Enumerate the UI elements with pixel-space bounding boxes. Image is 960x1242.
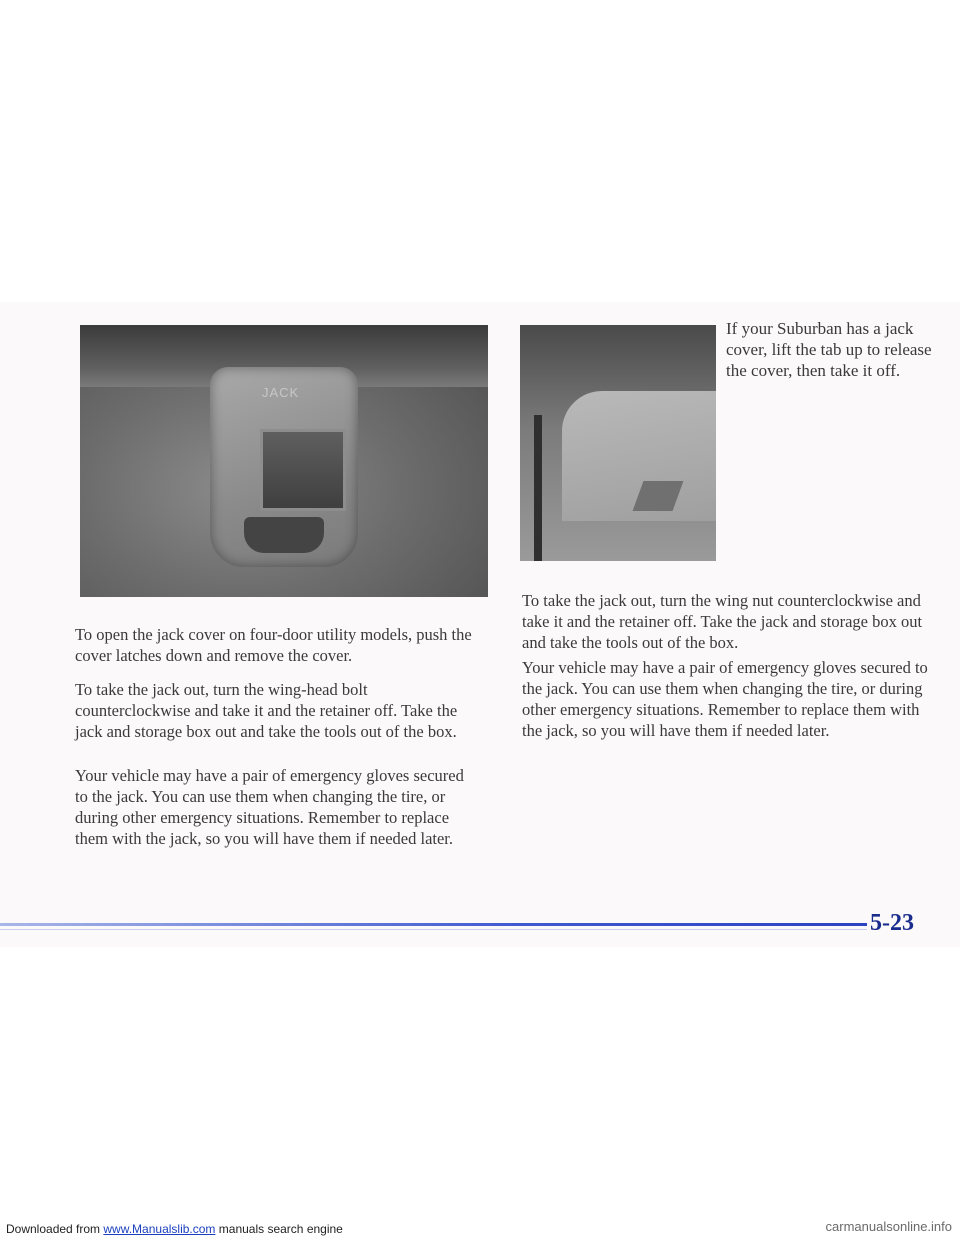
paragraph-gloves-suburban: Your vehicle may have a pair of emergency gloves secured to the jack. You can use them when changing the tire, or during other emergency situations. Remember to replace them with the jack, so you will have them if needed later. [522, 658, 928, 740]
page-number: 5-23 [870, 910, 914, 936]
paragraph-remove-jack-suburban: To take the jack out, turn the wing nut counterclockwise and take it and the retainer off. Take the jack and storage box out and take the tools out of the box. [522, 591, 923, 652]
suburban-jack-cover-photo [520, 325, 716, 561]
jack-cover-slot [244, 517, 324, 553]
download-footer [6, 1222, 343, 1236]
jack-cover [210, 367, 358, 567]
jack-label: JACK [262, 385, 300, 400]
footer-prefix: Downloaded from [6, 1222, 104, 1236]
paragraph-gloves: Your vehicle may have a pair of emergency gloves secured to the jack. You can use them when changing the tire, or during other emergency situations. Remember to replace them with the jack, so you will have them if needed later. [75, 766, 464, 848]
footer-rule [0, 923, 867, 926]
photo-caption: If your Suburban has a jack cover, lift the tab up to release the cover, then take it off. [726, 319, 932, 380]
photo-strap [534, 415, 542, 561]
footer-rule-thin [0, 929, 867, 930]
paragraph-remove-jack: To take the jack out, turn the wing-head bolt counterclockwise and take it and the retainer off. Take the jack and storage box out and take the tools out of the box. [75, 680, 458, 741]
jack-cover-photo [80, 325, 488, 597]
footer-suffix: manuals search engine [215, 1222, 343, 1236]
jack-cover-window [260, 429, 346, 511]
manualslib-link[interactable]: www.Manualslib.com [103, 1222, 216, 1236]
watermark-text: carmanualsonline.info [825, 1219, 952, 1234]
paragraph-open-cover: To open the jack cover on four-door utility models, push the cover latches down and remove the cover. [75, 625, 472, 665]
